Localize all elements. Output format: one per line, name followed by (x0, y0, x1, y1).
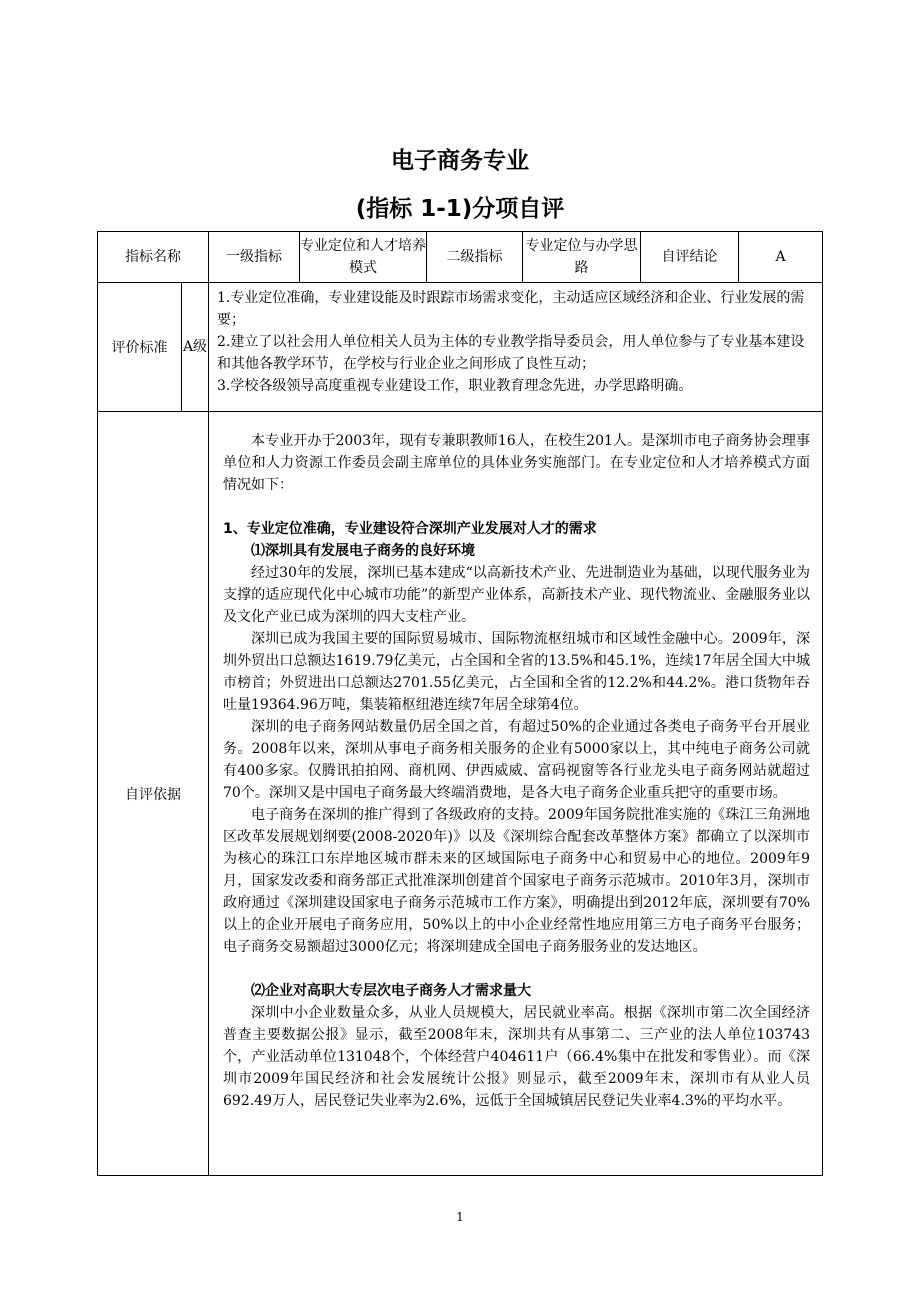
body-paragraph: 经过30年的发展，深圳已基本建成“以高新技术产业、先进制造业为基础，以现代服务业为支撑的适应现代化中心城市功能”的新型产业体系，高新技术产业、现代物流业、金融服务业以及文化产业已成为深圳的四大支柱产业。 (223, 565, 810, 625)
criteria-label: 评价标准 (98, 283, 182, 412)
basis-label: 自评依据 (98, 412, 209, 1176)
section-heading: 1、专业定位准确，专业建设符合深圳产业发展对人才的需求 (223, 521, 597, 537)
criteria-item: 1.专业定位准确，专业建设能及时跟踪市场需求变化，主动适应区域经济和企业、行业发展的需要； (217, 290, 805, 328)
body-paragraph: 深圳的电子商务网站数量仍居全国之首，有超过50%的企业通过各类电子商务平台开展业务。2008年以来，深圳从事电子商务相关服务的企业有5000家以上，其中纯电子商务公司就有400多家。仅腾讯拍拍网、商机网、伊西威威、富码视窗等各行业龙头电子商务网站就超过70个。深圳又是中国电子商务最大终端消费地，是各大电子商务企业重兵把守的重要市场。 (223, 719, 810, 801)
level2-value: 专业定位与办学思路 (523, 232, 641, 283)
criteria-list (209, 283, 823, 412)
level1-label: 一级指标 (209, 232, 300, 283)
level2-label: 二级指标 (427, 232, 523, 283)
document-subtitle: (指标 1-1)分项自评 (355, 196, 565, 222)
criteria-row (98, 283, 823, 412)
criteria-grade: A级 (182, 283, 209, 412)
evaluation-table (97, 231, 823, 1176)
subsection-heading: ⑵企业对高职大专层次电子商务人才需求量大 (251, 983, 531, 999)
page-number: 1 (456, 1210, 464, 1224)
body-paragraph: 电子商务在深圳的推广得到了各级政府的支持。2009年国务院批准实施的《珠江三角洲地区改革发展规划纲要(2008-2020年)》以及《深圳综合配套改革整体方案》都确立了以深圳市为核心的珠江口东岸地区城市群未来的区域国际电子商务中心和贸易中心的地位。2009年9月，国家发改委和商务部正式批准深圳创建首个国家电子商务示范城市。2010年3月，深圳市政府通过《深圳建设国家电子商务示范城市工作方案》，明确提出到2012年底，深圳要有70%以上的企业开展电子商务应用，50%以上的中小企业经常性地应用第三方电子商务平台服务；电子商务交易额超过3000亿元；将深圳建成全国电子商务服务业的发达地区。 (223, 807, 810, 955)
result-value: A (739, 232, 823, 283)
result-label: 自评结论 (641, 232, 739, 283)
basis-row (98, 412, 823, 1176)
header-row (98, 232, 823, 283)
body-paragraph: 深圳中小企业数量众多，从业人员规模大，居民就业率高。根据《深圳市第二次全国经济普查主要数据公报》显示，截至2008年末，深圳共有从事第二、三产业的法人单位103743个，产业活动单位131048个，个体经营户404611户（66.4%集中在批发和零售业）。而《深圳市2009年国民经济和社会发展统计公报》则显示，截至2009年末，深圳市有从业人员692.49万人，居民登记失业率为2.6%，远低于全国城镇居民登记失业率4.3%的平均水平。 (223, 1005, 810, 1109)
subsection-heading: ⑴深圳具有发展电子商务的良好环境 (251, 543, 475, 559)
body-paragraph: 深圳已成为我国主要的国际贸易城市、国际物流枢纽城市和区域性金融中心。2009年，深圳外贸出口总额达1619.79亿美元，占全国和全省的13.5%和45.1%，连续17年居全国大中城市榜首；外贸进出口总额达2701.55亿美元，占全国和全省的12.2%和44.2%。港口货物年吞吐量19364.96万吨，集装箱枢纽港连续7年居全球第4位。 (223, 631, 810, 713)
level1-value: 专业定位和人才培养模式 (300, 232, 427, 283)
basis-content (209, 412, 823, 1176)
criteria-item: 3.学校各级领导高度重视专业建设工作，职业教育理念先进，办学思路明确。 (217, 378, 693, 394)
intro-paragraph: 本专业开办于2003年，现有专兼职教师16人，在校生201人。是深圳市电子商务协会理事单位和人力资源工作委员会副主席单位的具体业务实施部门。在专业定位和人才培养模式方面情况如下： (223, 433, 810, 493)
document-title: 电子商务专业 (391, 148, 529, 174)
indicator-name-label: 指标名称 (98, 232, 209, 283)
criteria-item: 2.建立了以社会用人单位相关人员为主体的专业教学指导委员会，用人单位参与了专业基本建设和其他各教学环节，在学校与行业企业之间形成了良性互动； (217, 334, 805, 372)
